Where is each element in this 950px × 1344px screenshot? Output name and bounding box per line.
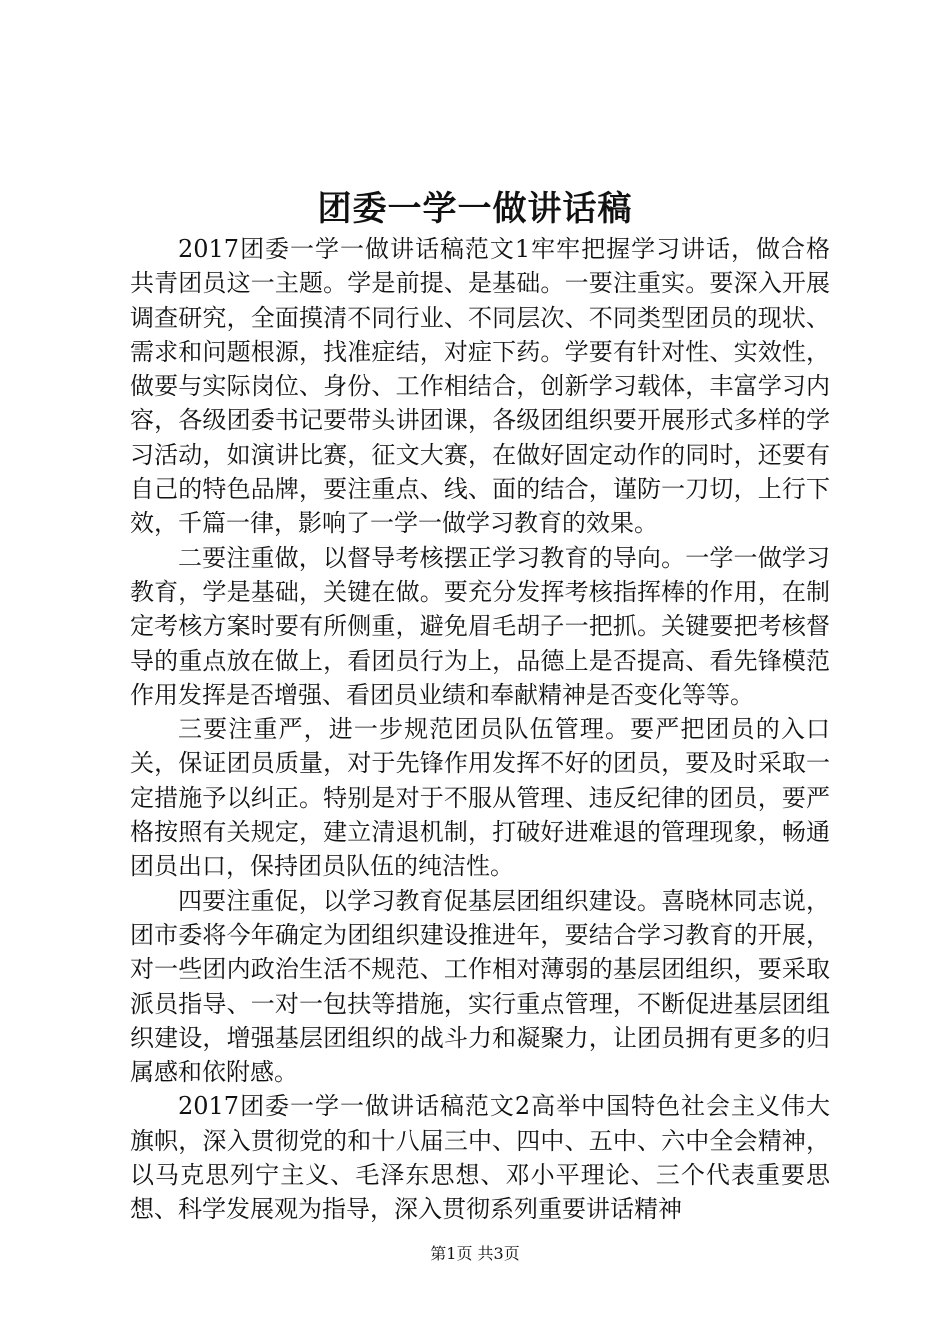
page-number-footer: 第1页 共3页 [430,1244,520,1263]
paragraph-3: 三要注重严，进一步规范团员队伍管理。要严把团员的入口关，保证团员质量，对于先锋作用发挥不好的团员，要及时采取一定措施予以纠正。特别是对于不服从管理、违反纪律的团员，要严格按照有关规定，建立清退机制，打破好进难退的管理现象，畅通团员出口，保持团员队伍的纯洁性。 [130,715,830,881]
paragraph-5: 2017团委一学一做讲话稿范文2高举中国特色社会主义伟大旗帜，深入贯彻党的和十八届三中、四中、五中、六中全会精神，以马克思列宁主义、毛泽东思想、邓小平理论、三个代表重要思想、科学发展观为指导，深入贯彻系列重要讲话精神 [130,1092,830,1224]
paragraph-4: 四要注重促，以学习教育促基层团组织建设。喜晓林同志说，团市委将今年确定为团组织建设推进年，要结合学习教育的开展，对一些团内政治生活不规范、工作相对薄弱的基层团组织，要采取派员指导、一对一包扶等措施，实行重点管理，不断促进基层团组织建设，增强基层团组织的战斗力和凝聚力，让团员拥有更多的归属感和依附感。 [130,886,830,1087]
document-body [130,232,830,1227]
paragraph-2: 二要注重做，以督导考核摆正学习教育的导向。一学一做学习教育，学是基础，关键在做。要充分发挥考核指挥棒的作用，在制定考核方案时要有所侧重，避免眉毛胡子一把抓。关键要把考核督导的重点放在做上，看团员行为上，品德上是否提高、看先锋模范作用发挥是否增强、看团员业绩和奉献精神是否变化等等。 [130,543,830,709]
paragraph-1: 2017团委一学一做讲话稿范文1牢牢把握学习讲话，做合格共青团员这一主题。学是前提、是基础。一要注重实。要深入开展调查研究，全面摸清不同行业、不同层次、不同类型团员的现状、需求和问题根源，找准症结，对症下药。学要有针对性、实效性，做要与实际岗位、身份、工作相结合，创新学习载体，丰富学习内容，各级团委书记要带头讲团课，各级团组织要开展形式多样的学习活动，如演讲比赛，征文大赛，在做好固定动作的同时，还要有自己的特色品牌，要注重点、线、面的结合，谨防一刀切，上行下效，千篇一律，影响了一学一做学习教育的效果。 [130,235,830,538]
document-title: 团委一学一做讲话稿 [317,189,633,229]
